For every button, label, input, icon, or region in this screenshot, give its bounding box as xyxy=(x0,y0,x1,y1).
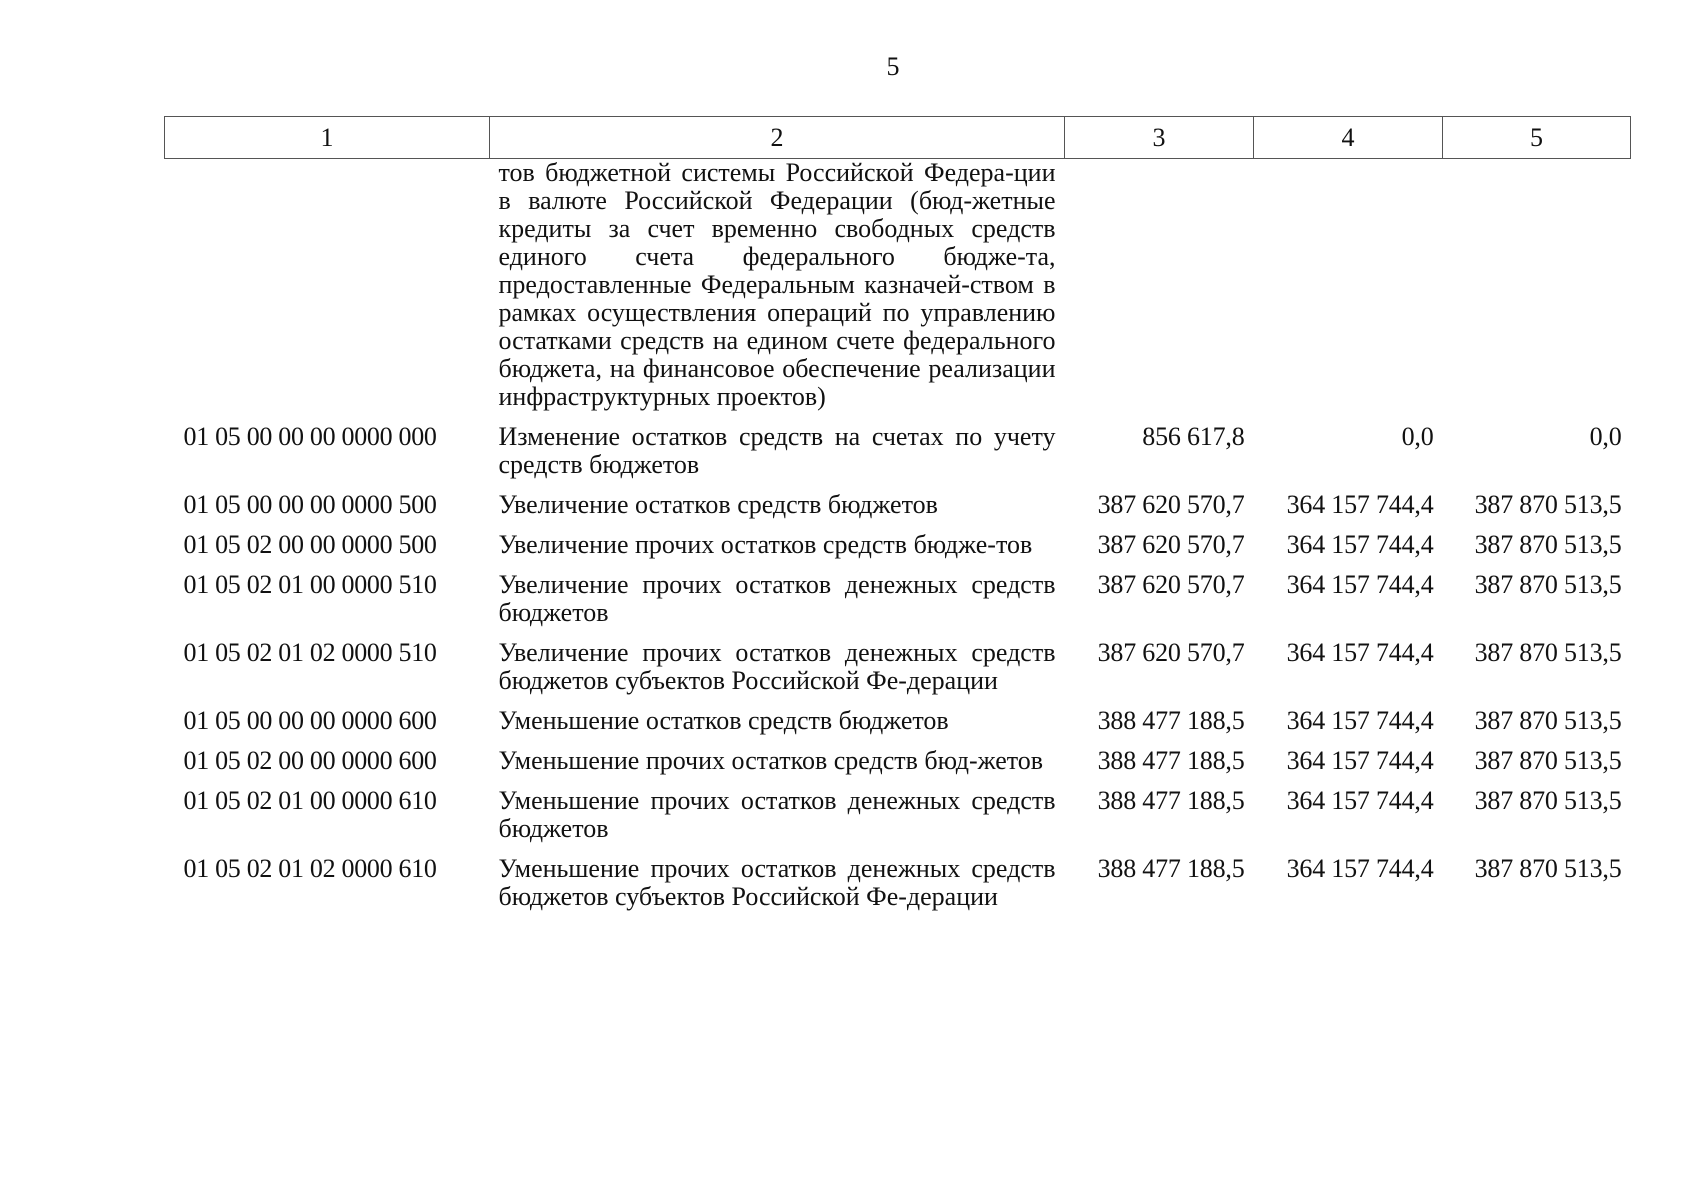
value-col-4: 364 157 744,4 xyxy=(1286,854,1434,883)
column-header-2: 2 xyxy=(490,117,1065,159)
table-row xyxy=(165,855,1631,923)
table-row xyxy=(165,787,1631,855)
table-header-row xyxy=(165,117,1631,159)
value-col-3: 856 617,8 xyxy=(1142,422,1245,451)
value-col-5: 387 870 513,5 xyxy=(1474,530,1622,559)
value-col-5 xyxy=(1443,159,1631,424)
value-col-3: 388 477 188,5 xyxy=(1097,706,1245,735)
value-col-4: 364 157 744,4 xyxy=(1286,746,1434,775)
table-row xyxy=(165,159,1631,424)
classification-code: 01 05 00 00 00 0000 600 xyxy=(183,706,437,735)
value-col-4: 364 157 744,4 xyxy=(1286,530,1434,559)
source-name: Уменьшение прочих остатков денежных средств бюджетов xyxy=(498,786,1056,843)
classification-code: 01 05 00 00 00 0000 500 xyxy=(183,490,437,519)
value-col-4: 364 157 744,4 xyxy=(1286,638,1434,667)
value-col-5: 0,0 xyxy=(1589,422,1622,451)
classification-code: 01 05 02 01 02 0000 610 xyxy=(183,854,437,883)
table-row xyxy=(165,531,1631,571)
column-header-1: 1 xyxy=(165,117,490,159)
value-col-5: 387 870 513,5 xyxy=(1474,638,1622,667)
value-col-4: 364 157 744,4 xyxy=(1286,490,1434,519)
source-name: Увеличение остатков средств бюджетов xyxy=(498,490,938,519)
table-row xyxy=(165,571,1631,639)
source-name: Уменьшение прочих остатков денежных средств бюджетов субъектов Российской Фе-дерации xyxy=(498,854,1056,911)
value-col-4 xyxy=(1254,159,1443,424)
source-name: Увеличение прочих остатков денежных средств бюджетов xyxy=(498,570,1056,627)
table-row xyxy=(165,707,1631,747)
value-col-3: 388 477 188,5 xyxy=(1097,746,1245,775)
page-number: 5 xyxy=(886,52,900,81)
value-col-5: 387 870 513,5 xyxy=(1474,706,1622,735)
value-col-3: 387 620 570,7 xyxy=(1097,530,1245,559)
value-col-5: 387 870 513,5 xyxy=(1474,490,1622,519)
classification-code: 01 05 02 01 00 0000 610 xyxy=(183,786,437,815)
value-col-4: 364 157 744,4 xyxy=(1286,570,1434,599)
value-col-4: 364 157 744,4 xyxy=(1286,786,1434,815)
table-row xyxy=(165,747,1631,787)
source-name: Уменьшение прочих остатков средств бюд-жетов xyxy=(498,746,1044,775)
value-col-3: 387 620 570,7 xyxy=(1097,490,1245,519)
value-col-3: 387 620 570,7 xyxy=(1097,570,1245,599)
source-name: Изменение остатков средств на счетах по учету средств бюджетов xyxy=(498,422,1056,479)
budget-sources-table xyxy=(164,116,1631,923)
value-col-3: 387 620 570,7 xyxy=(1097,638,1245,667)
classification-code: 01 05 00 00 00 0000 000 xyxy=(183,422,437,451)
source-name: Увеличение прочих остатков средств бюдже-тов xyxy=(498,530,1033,559)
table-row xyxy=(165,639,1631,707)
classification-code: 01 05 02 01 02 0000 510 xyxy=(183,638,437,667)
source-name: Увеличение прочих остатков денежных средств бюджетов субъектов Российской Фе-дерации xyxy=(498,638,1056,695)
value-col-5: 387 870 513,5 xyxy=(1474,746,1622,775)
source-name: Уменьшение остатков средств бюджетов xyxy=(498,706,949,735)
value-col-5: 387 870 513,5 xyxy=(1474,854,1622,883)
value-col-4: 364 157 744,4 xyxy=(1286,706,1434,735)
column-header-3: 3 xyxy=(1065,117,1254,159)
value-col-3 xyxy=(1065,159,1254,424)
classification-code: 01 05 02 01 00 0000 510 xyxy=(183,570,437,599)
table-row xyxy=(165,491,1631,531)
table-row xyxy=(165,423,1631,491)
value-col-3: 388 477 188,5 xyxy=(1097,854,1245,883)
value-col-4: 0,0 xyxy=(1401,422,1434,451)
value-col-5: 387 870 513,5 xyxy=(1474,570,1622,599)
source-name: тов бюджетной системы Российской Федера-ции в валюте Российской Федерации (бюд-жетные кредиты за счет временно свободных средств единого счета федерального бюдже-та, предоставленные Федеральным казначей-ством в рамках осуществления операций по управлению остатками средств на едином счете федерального бюджета, на финансовое обеспечение реализации инфраструктурных проектов) xyxy=(498,158,1056,411)
column-header-4: 4 xyxy=(1254,117,1443,159)
classification-code: 01 05 02 00 00 0000 500 xyxy=(183,530,437,559)
classification-code: 01 05 02 00 00 0000 600 xyxy=(183,746,437,775)
column-header-5: 5 xyxy=(1443,117,1631,159)
classification-code xyxy=(165,159,490,424)
value-col-3: 388 477 188,5 xyxy=(1097,786,1245,815)
value-col-5: 387 870 513,5 xyxy=(1474,786,1622,815)
